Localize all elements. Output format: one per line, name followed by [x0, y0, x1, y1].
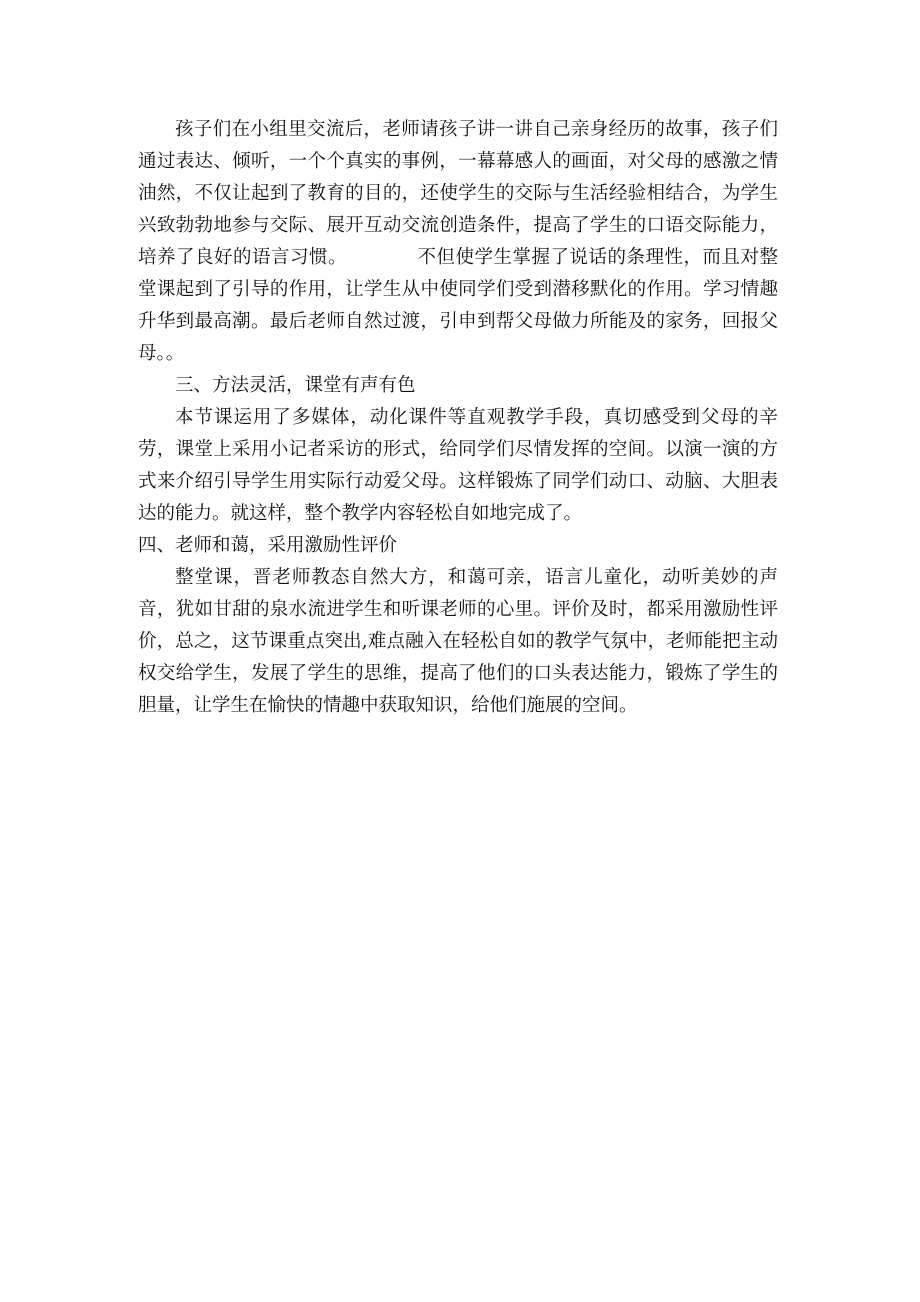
section-heading-teacher: 四、老师和蔼，采用激励性评价	[138, 535, 398, 556]
paragraph-storytelling	[138, 114, 778, 370]
paragraph-storytelling-part-b: 不但使学生掌握了说话的条理性，而且对整堂课起到了引导的作用，让学生从中使同学们受到潜移默化的作用。学习情趣升华到最高潮。最后老师自然过渡，引申到帮父母做力所能及的家务，回报父母。。	[138, 247, 778, 364]
paragraph-storytelling-part-a: 孩子们在小组里交流后，老师请孩子讲一讲自己亲身经历的故事，孩子们通过表达、倾听，一个个真实的事例，一幕幕感人的画面，对父母的感激之情油然，不仅让起到了教育的目的，还使学生的交际与生活经验相结合，为学生兴致勃勃地参与交际、展开互动交流创造条件，提高了学生的口语交际能力，培养了良好的语言习惯。	[138, 119, 778, 268]
document-body	[138, 114, 778, 722]
section-heading-methods: 三、方法灵活，课堂有声有色	[175, 375, 416, 396]
paragraph-evaluation: 整堂课，晋老师教态自然大方，和蔼可亲，语言儿童化，动听美妙的声音，犹如甘甜的泉水流进学生和听课老师的心里。评价及时，都采用激励性评价，总之，这节课重点突出,难点融入在轻松自如的教学气氛中，老师能把主动权交给学生，发展了学生的思维，提高了他们的口头表达能力，锻炼了学生的胆量，让学生在愉快的情趣中获取知识，给他们施展的空间。	[138, 567, 778, 716]
paragraph-multimedia: 本节课运用了多媒体，动化课件等直观教学手段，真切感受到父母的辛劳，课堂上采用小记者采访的形式，给同学们尽情发挥的空间。以演一演的方式来介绍引导学生用实际行动爱父母。这样锻炼了同学们动口、动脑、大胆表达的能力。就这样，整个教学内容轻松自如地完成了。	[138, 407, 778, 524]
